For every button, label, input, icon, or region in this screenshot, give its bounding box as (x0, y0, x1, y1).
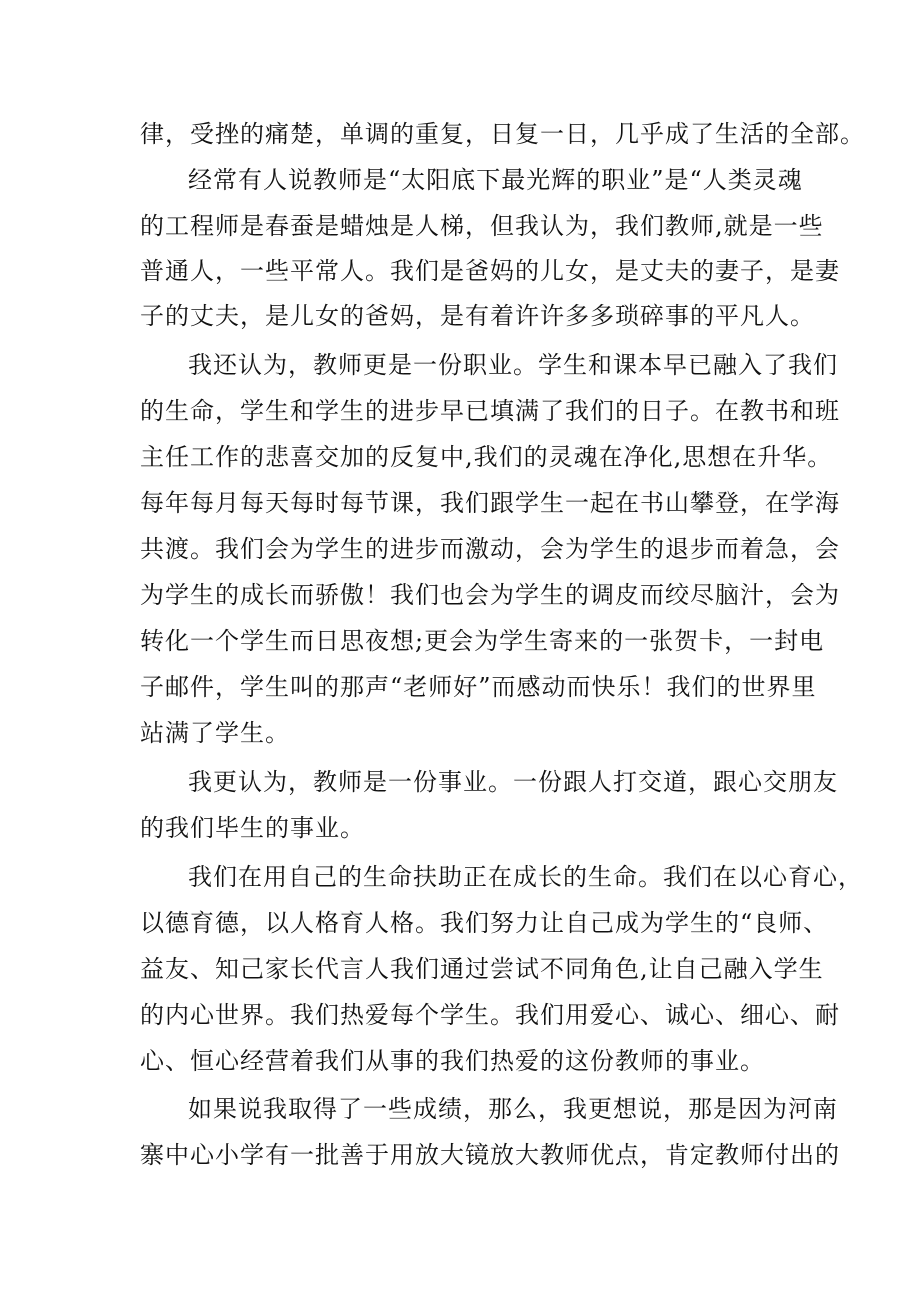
text-line: 的生命，学生和学生的进步早已填满了我们的日子。在教书和班 (140, 397, 840, 425)
text-line: 律，受挫的痛楚，单调的重复，日复一日，几乎成了生活的全部。 (140, 120, 865, 148)
text-line: 子的丈夫，是儿女的爸妈，是有着许许多多琐碎事的平凡人。 (140, 302, 815, 330)
text-line: 转化一个学生而日思夜想;更会为学生寄来的一张贺卡，一封电 (140, 627, 825, 655)
text-line: 的工程师是春蚕是蜡烛是人梯，但我认为，我们教师,就是一些 (140, 212, 824, 240)
text-line: 益友、知己家长代言人我们通过尝试不同角色,让自己融入学生 (140, 955, 824, 983)
text-line: 心、恒心经营着我们从事的我们热爱的这份教师的事业。 (140, 1047, 765, 1075)
text-line: 站满了学生。 (140, 719, 290, 747)
text-line: 共渡。我们会为学生的进步而激动，会为学生的退步而着急，会 (140, 535, 840, 563)
text-line: 我更认为，教师是一份事业。一份跟人打交道，跟心交朋友 (188, 768, 838, 796)
text-line: 主任工作的悲喜交加的反复中,我们的灵魂在净化,思想在升华。 (140, 443, 833, 471)
text-line: 我还认为，教师更是一份职业。学生和课本早已融入了我们 (188, 351, 838, 379)
text-line: 普通人，一些平常人。我们是爸妈的儿女，是丈夫的妻子，是妻 (140, 257, 840, 285)
text-line: 如果说我取得了一些成绩，那么，我更想说，那是因为河南 (188, 1095, 838, 1123)
text-line: 我们在用自己的生命扶助正在成长的生命。我们在以心育心， (188, 863, 863, 891)
text-line: 的内心世界。我们热爱每个学生。我们用爱心、诚心、细心、耐 (140, 1001, 840, 1029)
text-line: 以德育德，以人格育人格。我们努力让自己成为学生的“良师、 (140, 909, 829, 937)
text-line: 为学生的成长而骄傲！我们也会为学生的调皮而绞尽脑汁，会为 (140, 581, 840, 609)
text-line: 子邮件，学生叫的那声“老师好”而感动而快乐！我们的世界里 (140, 673, 817, 701)
text-line: 每年每月每天每时每节课，我们跟学生一起在书山攀登，在学海 (140, 489, 840, 517)
text-line: 经常有人说教师是“太阳底下最光辉的职业”是“人类灵魂 (188, 166, 803, 194)
text-line: 的我们毕生的事业。 (140, 814, 365, 842)
text-line: 寨中心小学有一批善于用放大镜放大教师优点，肯定教师付出的 (140, 1141, 840, 1169)
